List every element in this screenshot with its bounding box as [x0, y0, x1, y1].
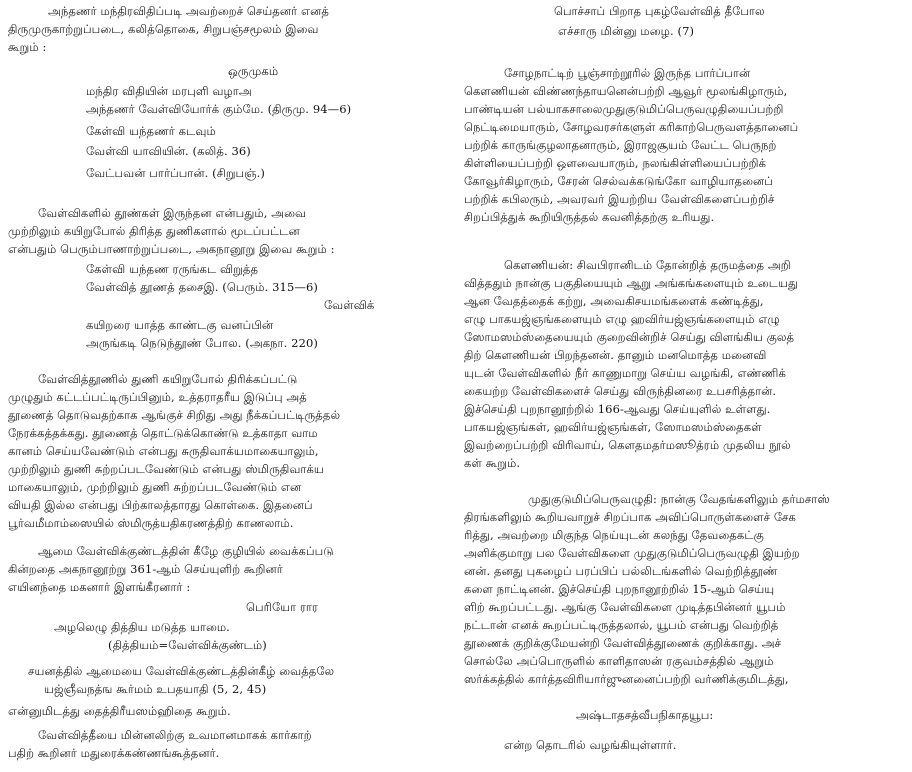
text-line: சொல்லே அப்பொருளில் காளிதாஸன் ரகுவம்சத்தில் ஆறும் [464, 654, 774, 668]
text-line: னன். தனது புகழைப் பரப்பிப் பல்லிடங்களில் வெற்றித்தூண் [464, 564, 778, 578]
text-line: சயனத்தில் ஆமையை வேள்விக்குண்டத்தின்கீழ் வைத்தலே [28, 664, 335, 678]
text-line: வேள்வித்தூணில் துணி கயிறுபோல் திரிக்கப்பட்டு [38, 372, 298, 386]
text-line: சிறப்பித்துக் கூறியிருத்தல் கவனித்தற்கு உரியது. [464, 210, 715, 224]
verse-line: வேள்விக் [324, 298, 375, 312]
text-line: கின்றதை அகநானூற்று 361-ஆம் செய்யுளிற் கூறினர் [8, 562, 283, 576]
verse-line: பொச்சாப் பிறாத புகழ்வேள்வித் தீபோல [554, 4, 765, 18]
text-line: திரங்களிலும் கூறியவாறுச் சிறப்பாக அவிப்பொருள்களைச் சேக [464, 510, 796, 524]
verse-line: (தித்தியம்=வேள்விக்குண்டம்) [108, 638, 267, 652]
text-line: பாண்டியன் பல்யாகசாலைமுதுகுடுமிப்பெருவழுதியைப்பற்றி [464, 102, 784, 116]
text-line: வேள்விகளில் தூண்கள் இருந்தன என்பதும், அவை [38, 206, 307, 220]
text-line: நெட்டிமையாரும், சோழவரசர்களுள் கரிகாற்பெருவளத்தானைப் [464, 120, 799, 134]
text-line: கௌணியன்: சிவபிரானிடம் தோன்றித் தருமத்தை அறி [504, 258, 791, 272]
text-line: தூணைத் தொடுவதற்காக ஆங்குச் சிறிது அது நீக்கப்பட்டிருத்தல் [8, 408, 341, 422]
verse-line: அருங்கடி நெடுந்தூண் போல. (அகநா. 220) [86, 336, 318, 350]
text-line: யுடன் வேள்விகளில் நீர் காணுமாறு செய்ய வழங்கி, எண்ணிக் [464, 366, 786, 380]
verse-line: எச்சாரு மின்னு மழை. (7) [558, 24, 695, 38]
verse-line: அழலெழு தித்திய மடுத்த யாமை. [54, 620, 230, 634]
text-line: பூர்வமீமாம்ஸையில் ஸ்மிருத்யதிகரணத்திற் காணலாம். [8, 516, 294, 530]
text-line: பற்றிக் கபிலரும், அவரவர் இயற்றிய வேள்விகளைப்பற்றிச் [464, 192, 775, 206]
verse-line: வேள்வி யாவியின். (கலித். 36) [86, 144, 251, 158]
text-line: கௌணியன் விண்ணந்தாயனென்பற்றி ஆவூர் மூலங்கிழாரும், [464, 84, 788, 98]
text-line: ளிற் கூறப்பட்டது. ஆங்கு வேள்விகளை முடித்தபின்னர் யூபம் [464, 600, 786, 614]
text-line: இச்செய்தி புறநானூற்றில் 166-ஆவது செய்யுளில் உள்ளது. [464, 402, 771, 416]
text-line: முற்றிலும் கயிறுபோல் திரித்த துணிகளால் மூடப்பட்டன [8, 224, 300, 238]
text-line: ரித்து, அவற்றை மிகுந்த நெய்யுடன் கலந்து தேவதைகட்கு [464, 528, 764, 542]
text-line: கோவூர்கிழாரும், சேரன் செல்வக்கடுங்கோ வாழியாதனைப் [464, 174, 773, 188]
text-line: ஆன வேதத்தைக் கற்று, அவைகிசயமங்களைக் கண்டித்து, [464, 294, 764, 308]
text-line: பற்றிக் காருங்குழலாதனாரும், இராஜசூயம் வேட்ட பெருநற் [464, 138, 777, 152]
text-line: வித்ததும் நான்கு பகுதியையும் ஆறு அங்கங்களையும் உடையது [464, 276, 799, 290]
verse-line: அஷ்டாதசத்வீபநிகாதயூப: [576, 708, 714, 722]
verse-line: வேள்வித் தூணத் தசைஇ. (பெரும். 315—6) [86, 280, 318, 294]
verse-heading: பெரியோ ரார [246, 600, 318, 614]
text-line: கிள்ளியைப்பற்றி ஒளவையாரும், நலங்கிள்ளியைப்பற்றிக் [464, 156, 767, 170]
text-line: தூணைக் குறிக்குமேயன்றி வேள்வித்தூணைக் குறிக்காது. அச் [464, 636, 782, 650]
text-line: கானம் செய்யவேண்டும் என்பது சுருதிவாக்யமாகையாலும், [8, 444, 319, 458]
verse-heading: ஒருமுகம் [228, 64, 279, 78]
text-line: ஆமை வேள்விக்குண்டத்தின் கீழே குழியில் வைக்கப்படு [38, 544, 334, 558]
verse-line: வேட்பவன் பார்ப்பான். (சிறுபஞ்.) [86, 166, 266, 180]
text-line: திருமுருகாற்றுப்படை, கலித்தொகை, சிறுபஞ்சமூலம் இவை [8, 22, 319, 36]
text-line: இவற்றைப்பற்றி விரிவாய், கௌதமதர்மஸூத்ரம் முதலிய நூல் [464, 438, 791, 452]
text-line: நேரக்கத்தக்கது. தூணைத் தொட்டுக்கொண்டு உத்காதா வாம [8, 426, 318, 440]
text-line: திற் கௌணியன் பிறந்தனன். தானும் மனமொத்த மனைவி [464, 348, 767, 362]
text-line: கையற்ற வேள்விகளைச் செய்து விருந்தினரை உபசரித்தான். [464, 384, 777, 398]
text-line: ஸோமஸம்ஸ்தையையும் குறைவின்றிச் செய்து விளங்கிய குலத் [464, 330, 795, 344]
text-line: முற்றிலும் துணி சுற்றப்படவேண்டும் என்பது ஸ்மிருதிவாக்ய [8, 462, 324, 476]
verse-line: மந்திர விதியின் மரபுளி வழாஅ [86, 84, 252, 98]
text-line: சோழநாட்டிற் பூஞ்சாற்றூரில் இருந்த பார்ப்பான் [504, 66, 751, 80]
text-line: முதுகுடுமிப்பெருவழுதி: நான்கு வேதங்களிலும் தர்மசாஸ் [528, 492, 830, 506]
text-line: யஜ்ஞீவநத்ங கூர்மம் உபதயாதி (5, 2, 45) [44, 682, 267, 696]
verse-line: கேள்வி யந்தணர் கடவும் [86, 124, 216, 138]
text-line: வேள்வித்தீயை மின்னலிற்கு உவமானமாகக் கார்காற் [38, 728, 312, 742]
text-line: வியதி இல்ல என்பது பிற்காலத்தாரது கொள்கை. இதனைப் [8, 498, 313, 512]
text-line: கள் கூறும். [464, 456, 521, 470]
text-line: அளிக்குமாறு பல வேள்விகளை முதுகுடுமிப்பெருவழுதி இயற்ற [464, 546, 800, 560]
text-line: மாகையாலும், முற்றிலும் துணி சுற்றப்படவேண்டும் என [8, 480, 302, 494]
text-line: பாகயஜ்ஞங்கள், ஹவிர்யஜ்ஞங்கள், ஸோமஸம்ஸ்தைகள் [464, 420, 762, 434]
text-line: என்பதும் பெரும்பாணாற்றுப்படை, அகநானூறு இவை கூறும் : [8, 242, 335, 256]
text-line: அந்தணர் மந்திரவிதிப்படி அவற்றைச் செய்தனர் எனத் [48, 4, 329, 18]
text-line: பதிற் கூறினர் மதுரைக்கண்ணங்கூத்தனர். [8, 746, 220, 760]
text-line: எயினந்தை மகனார் இளங்கீரனார் : [8, 580, 191, 594]
text-line: நட்டான் எனக் கூறப்பட்டிருத்தலால், யூபம் என்பது வெற்றித் [464, 618, 779, 632]
text-line: எழு பாகயஜ்ஞங்களையும் எழு ஹவிர்யஜ்ஞங்களையும் எழு [464, 312, 780, 326]
text-line: முழுதும் கட்டப்பட்டிருப்பினும், உத்தராதரீய இடுப்பு அத் [8, 390, 307, 404]
verse-line: கயிறரை யாத்த காண்டகு வனப்பின் [86, 318, 274, 332]
text-line: ஸர்க்கத்தில் கார்த்தவிரியார்ஜுனனைப்பற்றி வர்ணிக்குமிடத்து, [464, 672, 789, 686]
verse-line: கேள்வி யந்தண ரருங்கட விறுத்த [86, 262, 259, 276]
verse-line: அந்தணர் வேள்வியோர்க் கும்மே. (திருமு. 94—6) [86, 102, 352, 116]
text-line: களை நாட்டினன். இச்செய்தி புறநானூற்றில் 15-ஆம் செய்யு [464, 582, 775, 596]
text-line: கூறும் : [8, 40, 47, 54]
text-line: என்னுமிடத்து தைத்திரீயஸம்ஹிதை கூறும். [8, 704, 231, 718]
text-line: என்ற தொடரில் வழங்கியுள்ளார். [504, 738, 677, 752]
